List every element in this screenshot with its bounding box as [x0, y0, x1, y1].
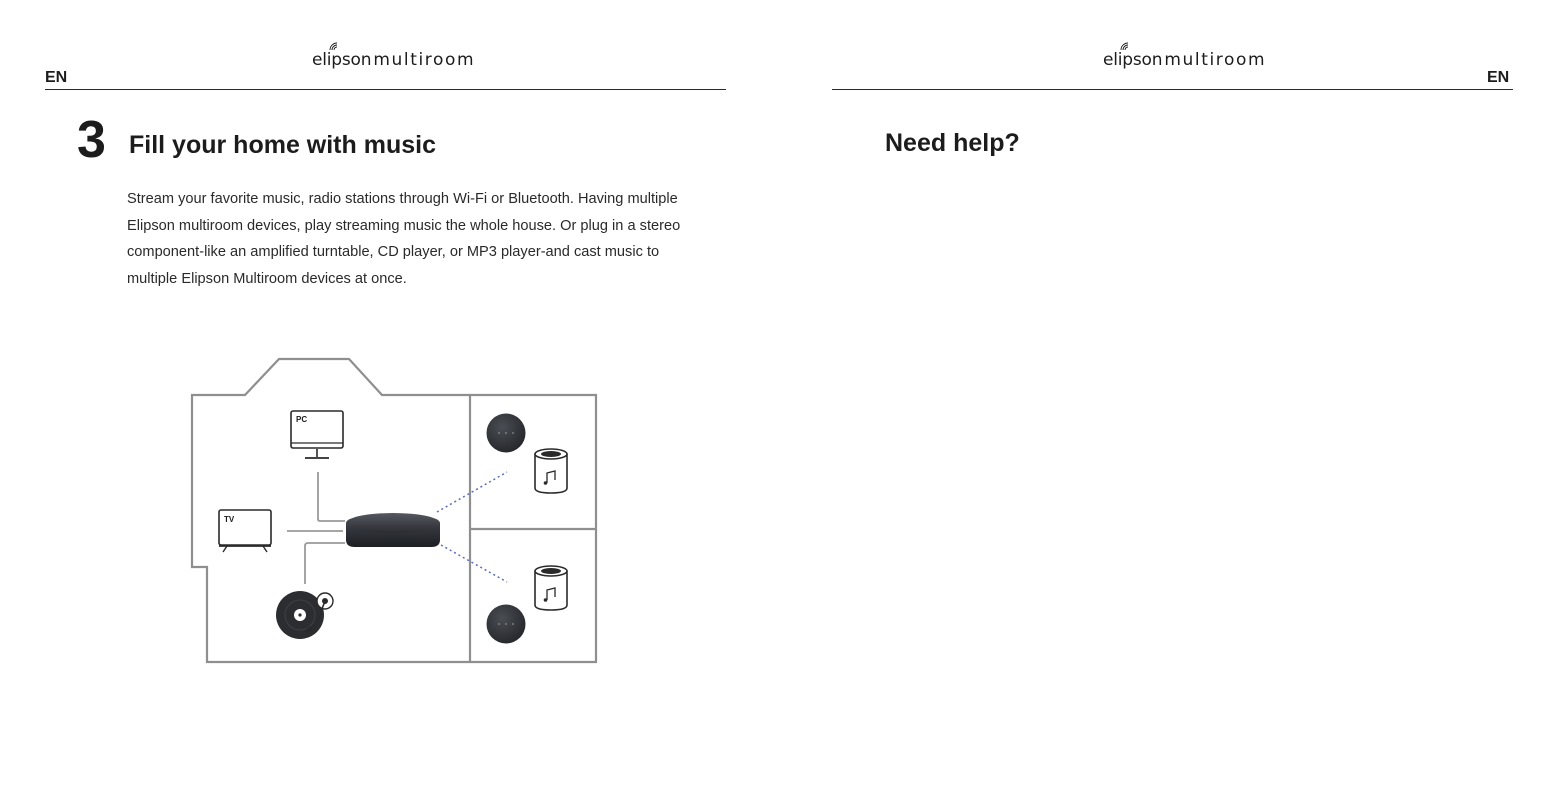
- right-page: [778, 0, 1557, 801]
- wifi-icon: [328, 41, 340, 51]
- turntable-cable: [305, 543, 345, 584]
- brand-logo: [312, 50, 475, 70]
- turntable-icon: [276, 591, 333, 639]
- wifi-icon: [1119, 41, 1131, 51]
- wireless-link-bottom: [441, 545, 507, 582]
- section-title: Need help?: [885, 129, 1020, 157]
- cylinder-speaker-icon: [535, 449, 567, 493]
- tv-icon: [219, 510, 271, 552]
- brand-logo: [1103, 50, 1266, 70]
- left-page: [0, 0, 778, 801]
- step-number: 3: [77, 111, 106, 169]
- brand-name-part1: elipson: [1103, 50, 1163, 70]
- brand-name-part1: elipson: [312, 50, 372, 70]
- pc-monitor-icon: [291, 411, 343, 458]
- brand-name-part2: multiroom: [373, 50, 476, 70]
- language-label: EN: [45, 69, 68, 86]
- cylinder-speaker-icon: [535, 566, 567, 610]
- wireless-link-top: [437, 472, 507, 512]
- mini-speaker-icon: [487, 605, 526, 644]
- hub-device-icon: [346, 513, 440, 547]
- body-paragraph: Stream your favorite music, radio stations through Wi-Fi or Bluetooth. Having multiple Elipson multiroom devices, play streaming music the whole house. Or plug in a stereo component-like an amplified turntable, CD player, or MP3 player-and cast music to multiple Elipson Multiroom devices at once.: [127, 191, 681, 287]
- pc-cable: [318, 472, 345, 521]
- language-label: EN: [1487, 69, 1510, 86]
- brand-name-part2: multiroom: [1164, 50, 1267, 70]
- section-title: Fill your home with music: [129, 131, 436, 159]
- header-rule: [45, 89, 726, 90]
- tv-label: TV: [224, 515, 235, 524]
- pc-label: PC: [296, 415, 308, 424]
- header-rule: [832, 89, 1513, 90]
- mini-speaker-icon: [487, 414, 526, 453]
- multiroom-diagram: [185, 352, 605, 670]
